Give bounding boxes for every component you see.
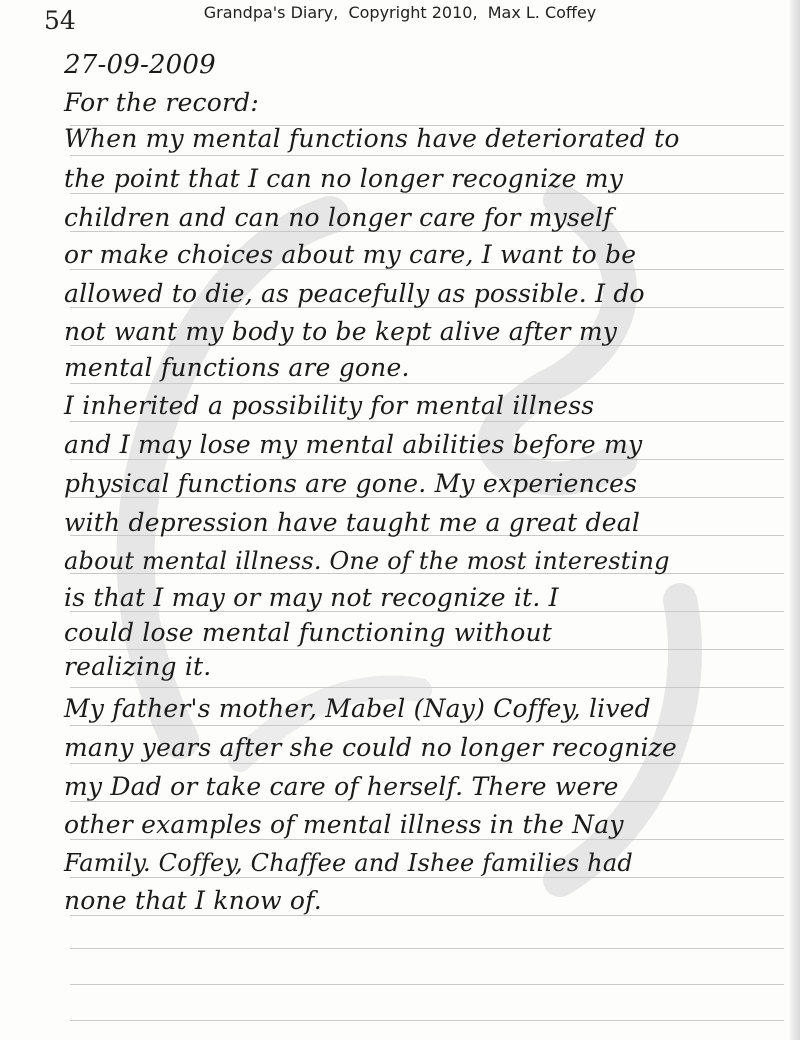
rule-line: [70, 383, 784, 384]
entry-line: none that I know of.: [64, 886, 322, 915]
entry-line: with depression have taught me a great deal: [64, 508, 641, 537]
page-header-title: Grandpa's Diary, Copyright 2010, Max L. Coffey: [203, 3, 597, 22]
entry-line: realizing it.: [64, 652, 212, 681]
entry-line: the point that I can no longer recognize my: [64, 164, 624, 193]
entry-date: 27-09-2009: [64, 50, 216, 80]
entry-line: could lose mental functioning without: [64, 618, 553, 647]
page-binding-edge: [790, 0, 800, 1040]
entry-line: about mental illness. One of the most interesting: [64, 547, 670, 575]
entry-line: or make choices about my care, I want to be: [64, 240, 637, 269]
rule-line: [70, 687, 784, 688]
entry-line: not want my body to be kept alive after my: [64, 317, 618, 346]
rule-line: [70, 1020, 784, 1021]
entry-line: my Dad or take care of herself. There were: [64, 772, 619, 801]
page-number: 54: [44, 6, 76, 35]
rule-line: [70, 155, 784, 156]
entry-line: I inherited a possibility for mental illness: [64, 391, 595, 420]
rule-line: [70, 421, 784, 422]
rule-line: [70, 763, 784, 764]
entry-line: is that I may or may not recognize it. I: [64, 583, 559, 612]
entry-line: and I may lose my mental abilities before my: [64, 430, 643, 459]
rule-line: [70, 984, 784, 985]
entry-line: My father's mother, Mabel (Nay) Coffey, lived: [64, 694, 651, 723]
rule-line: [70, 649, 784, 650]
entry-line: Family. Coffey, Chaffee and Ishee families had: [64, 849, 633, 877]
entry-line: physical functions are gone. My experiences: [64, 469, 638, 498]
entry-line: mental functions are gone.: [64, 353, 410, 382]
rule-line: [70, 725, 784, 726]
entry-line: children and can no longer care for myself: [64, 203, 613, 232]
entry-line: allowed to die, as peacefully as possible. I do: [64, 279, 645, 308]
rule-line: [70, 948, 784, 949]
entry-line: When my mental functions have deteriorated to: [64, 124, 680, 153]
entry-line: For the record:: [64, 88, 259, 117]
entry-line: many years after she could no longer recognize: [64, 733, 678, 762]
entry-line: other examples of mental illness in the Nay: [64, 810, 624, 839]
